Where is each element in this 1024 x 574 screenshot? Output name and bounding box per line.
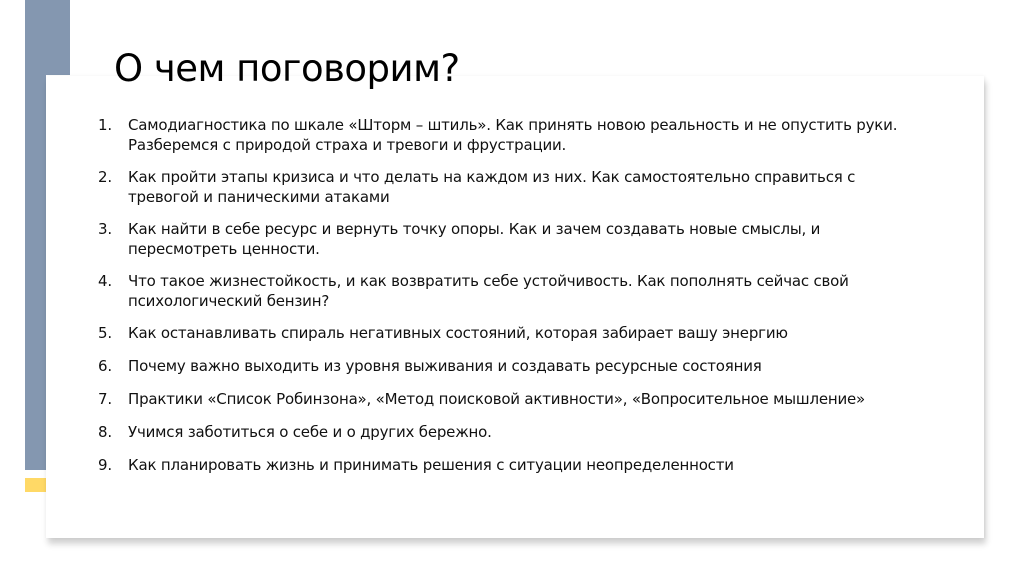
- item-number: 2.: [98, 168, 112, 186]
- list-item: [98, 271, 918, 311]
- decorative-bar-vertical: [25, 75, 46, 470]
- list-item: [98, 115, 918, 155]
- list-item: [98, 219, 918, 259]
- item-text: Почему важно выходить из уровня выживания и создавать ресурсные состояния: [128, 357, 762, 375]
- item-text: Как пройти этапы кризиса и что делать на каждом из них. Как самостоятельно справиться с тревогой и паническими атаками: [128, 168, 856, 206]
- list-item: [98, 323, 918, 343]
- item-number: 1.: [98, 116, 112, 134]
- decorative-accent-yellow: [25, 478, 46, 492]
- item-text: Что такое жизнестойкость, и как возвратить себе устойчивость. Как пополнять сейчас свой психологический бензин?: [128, 272, 849, 310]
- item-number: 3.: [98, 220, 112, 238]
- list-item: [98, 167, 918, 207]
- list-item: [98, 389, 918, 409]
- list-item: [98, 356, 918, 376]
- item-number: 4.: [98, 272, 112, 290]
- decorative-bar-top: [25, 0, 70, 75]
- topics-list: [98, 115, 918, 488]
- item-number: 6.: [98, 357, 112, 375]
- item-number: 5.: [98, 324, 112, 342]
- item-text: Как планировать жизнь и принимать решения с ситуации неопределенности: [128, 456, 734, 474]
- item-text: Практики «Список Робинзона», «Метод поисковой активности», «Вопросительное мышление»: [128, 390, 866, 408]
- item-text: Как найти в себе ресурс и вернуть точку опоры. Как и зачем создавать новые смыслы, и пересмотреть ценности.: [128, 220, 821, 258]
- item-number: 8.: [98, 423, 112, 441]
- list-item: [98, 455, 918, 475]
- item-text: Самодиагностика по шкале «Шторм – штиль». Как принять новою реальность и не опустить руки. Разберемся с природой страха и тревоги и фрустрации.: [128, 116, 898, 154]
- item-text: Учимся заботиться о себе и о других бережно.: [128, 423, 492, 441]
- list-item: [98, 422, 918, 442]
- item-number: 9.: [98, 456, 112, 474]
- item-number: 7.: [98, 390, 112, 408]
- slide-title: О чем поговорим?: [114, 47, 460, 90]
- item-text: Как останавливать спираль негативных состояний, которая забирает вашу энергию: [128, 324, 788, 342]
